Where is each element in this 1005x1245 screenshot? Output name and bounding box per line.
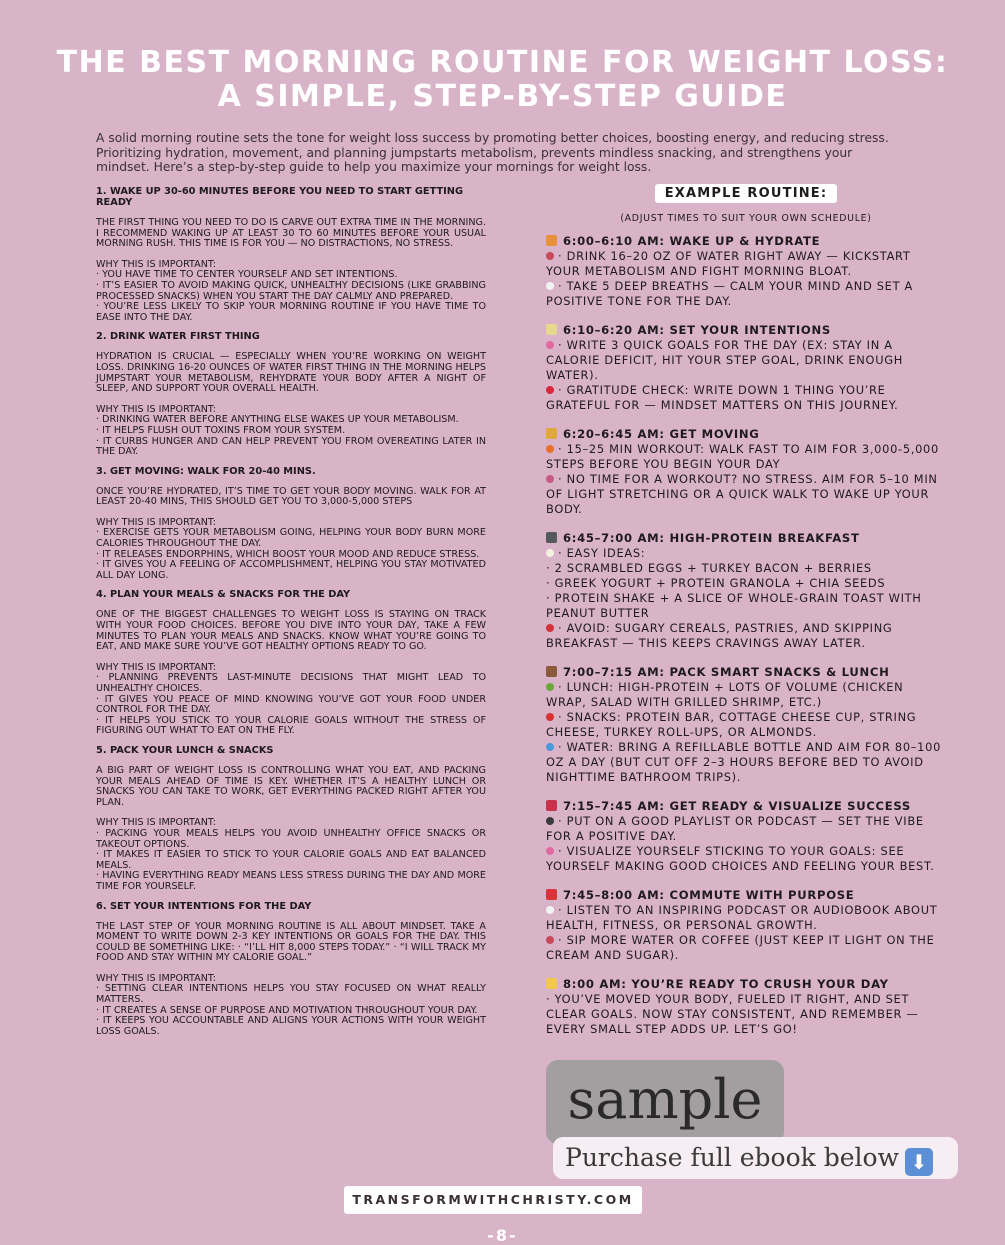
routine-block-heading [546, 427, 946, 442]
bullet-emoji-icon [546, 252, 554, 260]
why-bullet: · IT MAKES IT EASIER TO STICK TO YOUR CALORIE GOALS AND EAT BALANCED MEALS. [96, 849, 486, 871]
down-arrow-icon: ⬇ [905, 1148, 933, 1176]
routine-line-text: · DRINK 16–20 OZ OF WATER RIGHT AWAY — KICKSTART YOUR METABOLISM AND FIGHT MORNING BLOAT. [546, 249, 911, 278]
step-heading: 3. GET MOVING: WALK FOR 20-40 MINS. [96, 465, 316, 477]
intro-paragraph: A solid morning routine sets the tone for weight loss success by promoting better choices, boosting energy, and reducing stress. Prioritizing hydration, movement, and planning jumpstarts metabolism, prevents mindless snacking, and strengthens your mindset. Here’s a step-by-step guide to help you maximize your mornings for weight loss. [96, 131, 889, 174]
why-bullet: · IT CREATES A SENSE OF PURPOSE AND MOTIVATION THROUGHOUT YOUR DAY. [96, 1004, 478, 1016]
routine-time-label: 8:00 AM: YOU’RE READY TO CRUSH YOUR DAY [563, 977, 889, 991]
routine-time-label: 7:00–7:15 AM: PACK SMART SNACKS & LUNCH [563, 665, 890, 679]
routine-line-text: · PUT ON A GOOD PLAYLIST OR PODCAST — SET THE VIBE FOR A POSITIVE DAY. [546, 814, 924, 843]
routine-blocks [546, 234, 946, 1037]
routine-line [546, 710, 946, 740]
step-heading: 1. WAKE UP 30-60 MINUTES BEFORE YOU NEED TO START GETTING READY [96, 186, 464, 208]
bullet-emoji-icon [546, 936, 554, 944]
step-body: ONE OF THE BIGGEST CHALLENGES TO WEIGHT LOSS IS STAYING ON TRACK WITH YOUR FOOD CHOICES. BEFORE YOU DIVE INTO YOUR DAY, TAKE A FEW MINUTES TO PLAN YOUR MEALS AND SNACKS. KNOW WHAT YOU’RE GOING TO EAT, AND MAKE SURE YOU’VE GOT HEALTHY OPTIONS READY TO GO. [96, 609, 486, 653]
routine-block-heading [546, 531, 946, 546]
routine-block-heading [546, 323, 946, 338]
routine-line-text: · VISUALIZE YOURSELF STICKING TO YOUR GOALS: SEE YOURSELF MAKING GOOD CHOICES AND FEELING YOUR BEST. [546, 844, 935, 873]
example-routine-subtitle: (ADJUST TIMES TO SUIT YOUR OWN SCHEDULE) [620, 213, 872, 224]
why-bullet: · IT CURBS HUNGER AND CAN HELP PREVENT YOU FROM OVEREATING LATER IN THE DAY. [96, 435, 486, 458]
guide-step [96, 466, 486, 582]
website-link[interactable]: TRANSFORMWITHCHRISTY.COM [344, 1186, 642, 1214]
routine-block [546, 888, 946, 963]
bullet-emoji-icon [546, 282, 554, 290]
bullet-emoji-icon [546, 817, 554, 825]
routine-time-label: 6:45–7:00 AM: HIGH-PROTEIN BREAKFAST [563, 531, 860, 545]
bullet-emoji-icon [546, 475, 554, 483]
sample-label: sample [546, 1060, 784, 1144]
routine-block [546, 665, 946, 785]
bullet-emoji-icon [546, 445, 554, 453]
why-bullet: · IT RELEASES ENDORPHINS, WHICH BOOST YOUR MOOD AND REDUCE STRESS. [96, 548, 480, 560]
why-bullet: · PLANNING PREVENTS LAST-MINUTE DECISIONS THAT MIGHT LEAD TO UNHEALTHY CHOICES. [96, 672, 486, 694]
routine-block [546, 234, 946, 309]
why-bullet: · IT HELPS FLUSH OUT TOXINS FROM YOUR SYSTEM. [96, 424, 346, 436]
routine-line-text: · GRATITUDE CHECK: WRITE DOWN 1 THING YOU’RE GRATEFUL FOR — MINDSET MATTERS ON THIS JOURNEY. [546, 383, 899, 412]
routine-line [546, 680, 946, 710]
step-heading: 6. SET YOUR INTENTIONS FOR THE DAY [96, 900, 312, 912]
routine-line-text: · SIP MORE WATER OR COFFEE (JUST KEEP IT LIGHT ON THE CREAM AND SUGAR). [546, 933, 935, 962]
bullet-emoji-icon [546, 341, 554, 349]
routine-time-label: 6:10–6:20 AM: SET YOUR INTENTIONS [563, 323, 831, 337]
routine-line-text: · LUNCH: HIGH-PROTEIN + LOTS OF VOLUME (CHICKEN WRAP, SALAD WITH GRILLED SHRIMP, ETC.) [546, 680, 904, 709]
routine-line [546, 814, 946, 844]
routine-time-label: 7:15–7:45 AM: GET READY & VISUALIZE SUCCESS [563, 799, 911, 813]
page-title: THE BEST MORNING ROUTINE FOR WEIGHT LOSS: A SIMPLE, STEP-BY-STEP GUIDE [56, 45, 949, 114]
step-body: A BIG PART OF WEIGHT LOSS IS CONTROLLING WHAT YOU EAT, AND PACKING YOUR MEALS AHEAD OF TIME IS KEY. WHETHER IT’S A HEALTHY LUNCH OR SNACKS YOU CAN TAKE TO WORK, GET EVERYTHING PACKED RIGHT AFTER YOU PLAN. [96, 764, 486, 808]
page-number: -8- [487, 1226, 518, 1245]
example-routine-column [546, 184, 946, 1051]
why-bullet: · IT KEEPS YOU ACCOUNTABLE AND ALIGNS YOUR ACTIONS WITH YOUR WEIGHT LOSS GOALS. [96, 1015, 486, 1037]
example-routine-header [546, 184, 946, 203]
why-bullet: · DRINKING WATER BEFORE ANYTHING ELSE WAKES UP YOUR METABOLISM. [96, 414, 459, 426]
why-heading: WHY THIS IS IMPORTANT: [96, 972, 216, 984]
routine-block-heading [546, 799, 946, 814]
routine-line-text: · SNACKS: PROTEIN BAR, COTTAGE CHEESE CUP, STRING CHEESE, TURKEY ROLL-UPS, OR ALMONDS. [546, 710, 917, 739]
sparkles-icon [546, 978, 557, 989]
why-heading: WHY THIS IS IMPORTANT: [96, 516, 216, 528]
step-body: THE FIRST THING YOU NEED TO DO IS CARVE OUT EXTRA TIME IN THE MORNING. I RECOMMEND WAKING UP AT LEAST 30 TO 60 MINUTES BEFORE YOUR USUAL MORNING RUSH. THIS TIME IS FOR YOU — NO DISTRACTIONS, NO STRESS. [96, 217, 486, 250]
routine-line-text: · 2 SCRAMBLED EGGS + TURKEY BACON + BERRIES [546, 561, 872, 575]
routine-line [546, 992, 946, 1037]
bullet-emoji-icon [546, 386, 554, 394]
routine-line [546, 903, 946, 933]
routine-line [546, 249, 946, 279]
frying-pan-icon [546, 532, 557, 543]
routine-block-heading [546, 665, 946, 680]
step-heading: 5. PACK YOUR LUNCH & SNACKS [96, 744, 274, 756]
routine-line-text: · 15–25 MIN WORKOUT: WALK FAST TO AIM FOR 3,000-5,000 STEPS BEFORE YOU BEGIN YOUR DAY [546, 442, 939, 471]
routine-line [546, 546, 946, 561]
routine-line [546, 621, 946, 651]
why-bullet: · YOU’RE LESS LIKELY TO SKIP YOUR MORNING ROUTINE IF YOU HAVE TIME TO EASE INTO THE DAY. [96, 301, 486, 323]
routine-line-text: · EASY IDEAS: [558, 546, 646, 560]
routine-line-text: · GREEK YOGURT + PROTEIN GRANOLA + CHIA SEEDS [546, 576, 886, 590]
why-bullet: · IT’S EASIER TO AVOID MAKING QUICK, UNHEALTHY DECISIONS (LIKE GRABBING PROCESSED SNACKS) WHEN YOU START THE DAY CALMLY AND PREPARED. [96, 279, 486, 302]
routine-line-text: · WRITE 3 QUICK GOALS FOR THE DAY (EX: STAY IN A CALORIE DEFICIT, HIT YOUR STEP GOAL, DRINK ENOUGH WATER). [546, 338, 904, 382]
why-bullet: · YOU HAVE TIME TO CENTER YOURSELF AND SET INTENTIONS. [96, 269, 398, 281]
why-heading: WHY THIS IS IMPORTANT: [96, 403, 216, 415]
why-heading: WHY THIS IS IMPORTANT: [96, 817, 216, 829]
lunch-bag-icon [546, 666, 557, 677]
why-bullet: · HAVING EVERYTHING READY MEANS LESS STRESS DURING THE DAY AND MORE TIME FOR YOURSELF. [96, 870, 486, 892]
routine-line [546, 844, 946, 874]
routine-line [546, 740, 946, 785]
step-body: ONCE YOU’RE HYDRATED, IT’S TIME TO GET YOUR BODY MOVING. WALK FOR AT LEAST 20-40 MINS, THIS SHOULD GET YOU TO 3,000-5,000 STEPS [96, 485, 486, 508]
routine-line [546, 591, 946, 621]
step-body: THE LAST STEP OF YOUR MORNING ROUTINE IS ALL ABOUT MINDSET. TAKE A MOMENT TO WRITE DOWN 2-3 KEY INTENTIONS OR GOALS FOR THE DAY. THIS COULD BE SOMETHING LIKE: · “I’LL HIT 8,000 STEPS TODAY.” · “I WILL TRACK MY FOOD AND STAY WITHIN MY CALORIE GOAL.” [96, 920, 486, 964]
routine-line-text: · TAKE 5 DEEP BREATHS — CALM YOUR MIND AND SET A POSITIVE TONE FOR THE DAY. [546, 279, 914, 308]
routine-line [546, 279, 946, 309]
why-bullet: · SETTING CLEAR INTENTIONS HELPS YOU STAY FOCUSED ON WHAT REALLY MATTERS. [96, 983, 486, 1006]
routine-line-text: · NO TIME FOR A WORKOUT? NO STRESS. AIM FOR 5–10 MIN OF LIGHT STRETCHING OR A QUICK WALK TO WAKE UP YOUR BODY. [546, 472, 938, 516]
bullet-emoji-icon [546, 683, 554, 691]
routine-block-heading [546, 234, 946, 249]
guide-step [96, 589, 486, 737]
why-bullet: · PACKING YOUR MEALS HELPS YOU AVOID UNHEALTHY OFFICE SNACKS OR TAKEOUT OPTIONS. [96, 827, 486, 850]
why-bullet: · EXERCISE GETS YOUR METABOLISM GOING, HELPING YOUR BODY BURN MORE CALORIES THROUGHOUT THE DAY. [96, 527, 486, 550]
routine-line [546, 561, 946, 576]
car-icon [546, 889, 557, 900]
step-body: HYDRATION IS CRUCIAL — ESPECIALLY WHEN YOU’RE WORKING ON WEIGHT LOSS. DRINKING 16-20 OUNCES OF WATER FIRST THING IN THE MORNING HELPS JUMPSTART YOUR METABOLISM, REHYDRATE YOUR BODY AFTER A NIGHT OF SLEEP, AND SUPPORT YOUR OVERALL HEALTH. [96, 351, 486, 395]
why-bullet: · IT HELPS YOU STICK TO YOUR CALORIE GOALS WITHOUT THE STRESS OF FIGURING OUT WHAT TO EAT ON THE FLY. [96, 714, 486, 737]
routine-block [546, 323, 946, 413]
routine-line-text: · PROTEIN SHAKE + A SLICE OF WHOLE-GRAIN TOAST WITH PEANUT BUTTER [546, 591, 922, 620]
routine-line [546, 383, 946, 413]
example-routine-title: EXAMPLE ROUTINE: [655, 184, 838, 203]
why-heading: WHY THIS IS IMPORTANT: [96, 258, 216, 270]
guide-steps-column [96, 186, 486, 1045]
routine-time-label: 6:00–6:10 AM: WAKE UP & HYDRATE [563, 234, 821, 248]
why-bullet: · IT GIVES YOU PEACE OF MIND KNOWING YOU’VE GOT YOUR FOOD UNDER CONTROL FOR THE DAY. [96, 693, 486, 716]
purchase-text: Purchase full ebook below [565, 1143, 899, 1172]
routine-time-label: 7:45–8:00 AM: COMMUTE WITH PURPOSE [563, 888, 855, 902]
step-heading: 2. DRINK WATER FIRST THING [96, 331, 260, 343]
routine-block [546, 799, 946, 874]
purchase-banner[interactable] [553, 1137, 958, 1179]
routine-line-text: · AVOID: SUGARY CEREALS, PASTRIES, AND SKIPPING BREAKFAST — THIS KEEPS CRAVINGS AWAY LATER. [546, 621, 893, 650]
bullet-emoji-icon [546, 713, 554, 721]
guide-step [96, 186, 486, 323]
why-heading: WHY THIS IS IMPORTANT: [96, 661, 216, 673]
routine-line-text: · YOU’VE MOVED YOUR BODY, FUELED IT RIGHT, AND SET CLEAR GOALS. NOW STAY CONSISTENT, AND REMEMBER — EVERY SMALL STEP ADDS UP. LET’S GO! [546, 992, 919, 1036]
guide-step [96, 901, 486, 1038]
routine-line [546, 338, 946, 383]
routine-block [546, 427, 946, 517]
routine-block-heading [546, 888, 946, 903]
routine-block [546, 531, 946, 651]
bullet-emoji-icon [546, 906, 554, 914]
routine-line [546, 442, 946, 472]
memo-icon [546, 324, 557, 335]
step-heading: 4. PLAN YOUR MEALS & SNACKS FOR THE DAY [96, 589, 351, 601]
bullet-emoji-icon [546, 549, 554, 557]
routine-line [546, 472, 946, 517]
routine-block-heading [546, 977, 946, 992]
routine-block [546, 977, 946, 1037]
bullet-emoji-icon [546, 624, 554, 632]
routine-line-text: · WATER: BRING A REFILLABLE BOTTLE AND AIM FOR 80–100 OZ A DAY (BUT CUT OFF 2–3 HOURS BEFORE BED TO AVOID NIGHTTIME BATHROOM TRIPS). [546, 740, 942, 784]
guide-step [96, 745, 486, 893]
bullet-emoji-icon [546, 847, 554, 855]
sunrise-icon [546, 235, 557, 246]
routine-time-label: 6:20–6:45 AM: GET MOVING [563, 427, 760, 441]
bullet-emoji-icon [546, 743, 554, 751]
guide-step [96, 331, 486, 457]
lipstick-icon [546, 800, 557, 811]
routine-line-text: · LISTEN TO AN INSPIRING PODCAST OR AUDIOBOOK ABOUT HEALTH, FITNESS, OR PERSONAL GROWTH. [546, 903, 938, 932]
routine-line [546, 576, 946, 591]
runner-icon [546, 428, 557, 439]
why-bullet: · IT GIVES YOU A FEELING OF ACCOMPLISHMENT, HELPING YOU STAY MOTIVATED ALL DAY LONG. [96, 559, 486, 581]
routine-line [546, 933, 946, 963]
